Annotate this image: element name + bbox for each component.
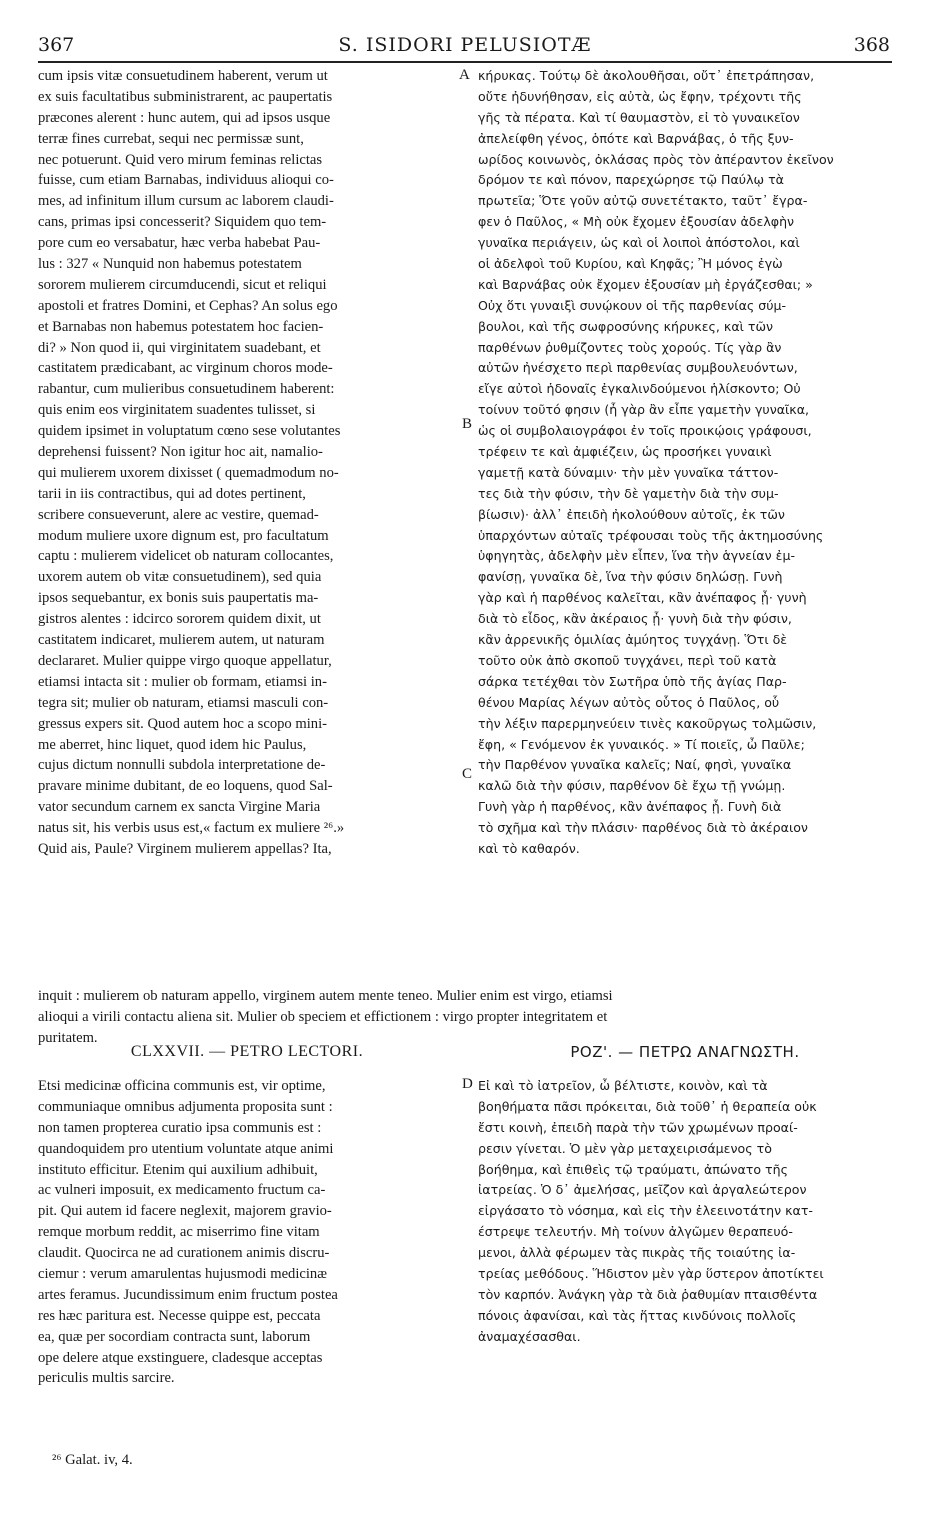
text-line: φανίσῃ, γυναῖκα δὲ, ἵνα τὴν φύσιν δηλώσῃ. Γυνὴ: [478, 569, 783, 585]
text-line: quis enim eos virginitatem suadentes tulisset, si: [38, 402, 316, 419]
text-line: terræ fines currebat, sequi nec permissæ sunt,: [38, 130, 304, 147]
text-line: κἂν ἀρρενικῆς ὁμιλίας ἀμύητος τυγχάνῃ. Ὅτι δὲ: [478, 632, 788, 648]
text-line: βοηθήματα πᾶσι πρόκειται, διὰ τοῦθ᾽ ἡ θεραπεία οὐκ: [478, 1098, 817, 1114]
greek-column-section2: [478, 1076, 892, 1348]
text-line: γυναῖκα περιάγειν, ὡς καὶ οἱ λοιποὶ ἀπόστολοι, καὶ: [478, 235, 800, 251]
text-line: μενοι, ἀλλὰ φέρωμεν τὰς πικρὰς τῆς τοιαύτης ἰα-: [478, 1245, 796, 1261]
text-line: me aberret, hinc liquet, quod idem hic Paulus,: [38, 736, 307, 753]
text-line: pit. Qui autem id facere neglexit, majorem gravio-: [38, 1203, 332, 1220]
text-line: tegra sit; mulier ob naturam, etiamsi masculi con-: [38, 694, 329, 711]
text-line: τὸν καρπόν. Ἀνάγκη γὰρ τὰ διὰ ῥαθυμίαν πταισθέντα: [478, 1286, 818, 1302]
text-line: τὴν λέξιν παρερμηνεύειν τινὲς κακοῦργως τολμῶσιν,: [478, 715, 817, 731]
text-line: καὶ Βαρνάβας οὐκ ἔχομεν ἐξουσίαν μὴ ἐργάζεσθαι; »: [478, 276, 813, 292]
text-line: έστρεψε τελευτήν. Μὴ τοίνυν ἀλγῶμεν θεραπευό-: [478, 1224, 793, 1240]
text-line: Οὐχ ὅτι γυναιξὶ συνῴκουν οἱ τῆς παρθενίας σύμ-: [478, 297, 787, 313]
text-line: scribere consueverunt, alere ac vestire, quemad-: [38, 506, 319, 523]
text-line: non tamen propterea curatio ipsa communis est :: [38, 1119, 322, 1136]
text-line: σάρκα τετέχθαι τὸν Σωτῆρα ὑπὸ τῆς ἁγίας Παρ-: [478, 673, 787, 689]
text-line: fuisse, cum etiam Barnabas, individuus alioqui co-: [38, 172, 334, 189]
text-line: ὑφηγητὰς, ἀδελφὴν μὲν εἶπεν, ἵνα τὴν ἁγνείαν ἐμ-: [478, 548, 796, 564]
text-line: ωρίδος κοινωνὸς, ὀκλάσας πρὸς τὸν ἀπέραντον ἐκεῖνον: [478, 151, 834, 167]
text-line: κήρυκας. Τούτῳ δὲ ἀκολουθῆσαι, οὔτ᾽ ἐπετράπησαν,: [478, 68, 815, 83]
text-line: γῆς τὰ πέρατα. Καὶ τί θαυμαστὸν, εἰ τὸ γυναικεῖον: [478, 109, 800, 125]
running-title: S. ISIDORI PELUSIOTÆ: [338, 34, 592, 56]
full-width-paragraph: [38, 986, 892, 1049]
text-line: οἱ ἀδελφοὶ τοῦ Κυρίου, καὶ Κηφᾶς; Ἢ μόνος ἐγὼ: [478, 256, 783, 272]
margin-marker-d: D: [462, 1076, 473, 1092]
text-line: θένου Μαρίας λέγων αὐτὸς οὗτος ὁ Παῦλος, οὗ: [478, 694, 780, 710]
text-line: εἴγε αὐτοὶ ἡδοναῖς ἐγκαλινδούμενοι ἡλίσκοντο; Οὐ: [478, 381, 801, 397]
margin-marker-a: A: [459, 67, 470, 83]
page-number-right: 368: [853, 34, 890, 56]
text-line: alioqui a virili contactu aliena sit. Mulier ob speciem et effictionem : virgo propter integritatem et: [38, 1008, 608, 1025]
text-line: τοίνυν τοῦτό φησιν (ἦ γὰρ ἂν εἶπε γαμετὴν γυναῖκα,: [478, 402, 810, 418]
text-line: ipsos sequebantur, ex bonis suis paupertatis ma-: [38, 590, 319, 607]
text-line: τὴν Παρθένον γυναῖκα καλεῖς; Ναί, φησὶ, γυναῖκα: [478, 757, 792, 773]
text-line: cans, primas ipsi concesserit? Siquidem quo tem-: [38, 214, 327, 231]
text-line: instituto efficitur. Etenim qui auxilium adhibuit,: [38, 1161, 318, 1178]
text-line: lus : 327 « Nunquid non habemus potestatem: [38, 256, 302, 273]
text-line: inquit : mulierem ob naturam appello, virginem autem mente teneo. Mulier enim est virgo, etiamsi: [38, 988, 613, 1004]
text-line: nec potuerunt. Quid vero mirum feminas relictas: [38, 151, 323, 168]
text-line: ope delere atque exstinguere, cladesque acceptas: [38, 1349, 323, 1366]
text-line: præcones alerent : hunc autem, qui ad ipsos usque: [38, 109, 331, 126]
text-line: uxorem autem ob vitæ consuetudinem), sed quia: [38, 569, 322, 586]
text-line: cum ipsis vitæ consuetudinem haberent, verum ut: [38, 68, 328, 84]
text-line: deprehensi fuissent? Non igitur hoc ait, namalio-: [38, 444, 323, 461]
text-line: ρεσιν γίνεται. Ὁ μὲν γὰρ μεταχειρισάμενος τὸ: [478, 1140, 772, 1156]
text-line: remque morbum reddit, ac miserrimo fine vitam: [38, 1224, 320, 1241]
latin-column-section1: [38, 66, 456, 860]
text-line: πρωτεῖα; Ὅτε γοῦν αὐτῷ συνετέτακτο, ταῦτ᾽ ἔγρα-: [478, 193, 808, 209]
text-line: captu : mulierem videlicet ob naturam collocantes,: [38, 548, 334, 565]
text-line: pravare minime dubitant, de eo loquens, quod Sal-: [38, 778, 333, 795]
text-line: modum muliere uxore dignum est, pro facultatum: [38, 527, 329, 544]
text-line: ἀναμαχέσασθαι.: [478, 1328, 581, 1344]
text-line: τὸ σχῆμα καὶ τὴν πλάσιν· παρθένος διὰ τὸ ἀκέραιον: [478, 820, 808, 836]
text-line: et Barnabas non habemus potestatem hoc facien-: [38, 318, 324, 335]
text-line: βίωσιν)· ἀλλ᾽ ἐπειδὴ ἠκολούθουν αὐτοῖς, ἐκ τῶν: [478, 506, 785, 522]
text-line: παρθένων ῥυθμίζοντες τοὺς χορούς. Τίς γὰρ ἂν: [478, 339, 782, 355]
text-line: δρόμον τε καὶ πόνον, παρεχώρησε τῷ Παύλῳ τὰ: [478, 172, 784, 188]
text-line: gistros alentes : idcirco sororem quidem dixit, ut: [38, 611, 321, 628]
text-line: periculis multis sarcire.: [38, 1370, 175, 1387]
header-rule: [38, 61, 892, 63]
text-line: καλῶ διὰ τὴν φύσιν, παρθένον δὲ ἔχω τῇ γνώμῃ.: [478, 778, 786, 794]
text-line: ἔστι κοινὴ, ἐπειδὴ παρὰ τὴν τῶν χρωμένων προαί-: [478, 1119, 798, 1135]
letter-heading-greek: ΡΟΖ'. — ΠΕΤΡΩ ΑΝΑΓΝΩΣΤΗ.: [570, 1043, 800, 1061]
text-line: ὑπαρχόντων αὐταῖς τρέφουσαι τοὺς τῆς ἀκτημοσύνης: [478, 527, 824, 543]
footnote: ²⁶ Galat. iv, 4.: [52, 1452, 133, 1468]
text-line: ex suis facultatibus subministrarent, ac paupertatis: [38, 88, 333, 105]
text-line: ἀπελείφθη γένος, ὁπότε καὶ Βαρνάβας, ὁ τῆς ξυν-: [478, 130, 794, 146]
text-line: quandoquidem pro utentium voluntate atque animi: [38, 1140, 334, 1157]
text-line: γὰρ καὶ ἡ παρθένος καλεῖται, κἂν ἀνέπαφος ᾖ· γυνὴ: [478, 590, 807, 606]
text-line: οὔτε ἠδυνήθησαν, εἰς αὐτὰ, ὡς ἔφην, τρέχοντι τῆς: [478, 88, 802, 104]
text-line: τρείας μεθόδους. Ἥδιστον μὲν γὰρ ὕστερον ἀποτίκτει: [478, 1266, 824, 1282]
text-line: rabantur, cum mulieribus consuetudinem haberent:: [38, 381, 335, 398]
margin-marker-c: C: [462, 766, 473, 782]
text-line: declararet. Mulier quippe virgo quoque appellatur,: [38, 652, 332, 669]
text-line: di? » Non quod ii, qui virginitatem suadebant, et: [38, 339, 321, 356]
text-line: res hæc paritura est. Necesse quippe est, peccata: [38, 1307, 321, 1324]
text-line: βουλοι, καὶ τῆς σωφροσύνης κήρυκες, καὶ τῶν: [478, 318, 774, 334]
text-line: ἰατρείας. Ὁ δ᾽ ἀμελήσας, μεῖζον καὶ ἀργαλεώτερον: [478, 1182, 807, 1198]
text-line: sororem mulierem circumducendi, sicut et reliqui: [38, 276, 327, 293]
text-line: ea, quæ per socordiam contracta sunt, laborum: [38, 1328, 311, 1345]
text-line: ac vulneri imposuit, ex medicamento fructum ca-: [38, 1182, 326, 1199]
greek-column-section1: [478, 66, 892, 860]
text-line: εἰργάσατο τὸ νόσημα, καὶ εἰς τὴν ἐλεεινοτάτην κατ-: [478, 1203, 813, 1219]
text-line: quidem ipsimet in voluptatum cœno sese volutantes: [38, 423, 341, 440]
text-line: αὐτῶν ἠνέσχετο περὶ παρθενίας συμβουλευόντων,: [478, 360, 798, 376]
text-line: vator secundum carnem ex sancta Virgine Maria: [38, 799, 321, 816]
text-line: artes feramus. Jucundissimum enim fructum postea: [38, 1286, 338, 1303]
text-line: natus sit, his verbis usus est,« factum ex muliere ²⁶.»: [38, 820, 345, 837]
text-line: mes, ad infinitum illum cursum ac laborem claudi-: [38, 193, 334, 210]
text-line: castitatem prædicabant, ac virginum choros mode-: [38, 360, 333, 377]
text-line: cujus dictum nonnulli subdola interpretatione de-: [38, 757, 326, 774]
text-line: etiamsi intacta sit : mulier ob formam, etiamsi in-: [38, 673, 327, 690]
text-line: ὡς οἱ συμβολαιογράφοι ἐν τοῖς προικῴοις γράφουσι,: [478, 423, 812, 439]
text-line: castitatem indicaret, mulierem autem, ut naturam: [38, 632, 325, 649]
text-line: διὰ τὸ εἶδος, κἂν ἀκέραιος ᾖ· γυνὴ διὰ τὴν φύσιν,: [478, 611, 792, 627]
text-line: ciemur : verum amarulentas hujusmodi medicinæ: [38, 1266, 327, 1283]
text-line: pore cum eo versabatur, hæc verba habebat Pau-: [38, 235, 321, 252]
letter-heading-latin: CLXXVII. — PETRO LECTORI.: [130, 1043, 364, 1060]
text-line: tarii in iis contractibus, qui ad dotes pertinent,: [38, 485, 306, 502]
text-line: ἔφη, « Γενόμενον ἐκ γυναικός. » Τί ποιεῖς, ὦ Παῦλε;: [478, 736, 805, 752]
text-line: puritatem.: [38, 1029, 98, 1046]
text-line: Quid ais, Paule? Virginem mulierem appellas? Ita,: [38, 840, 332, 857]
text-line: τρέφειν τε καὶ ἀμφιέζειν, ὡς προσήκει γυναικὶ: [478, 444, 772, 460]
text-line: qui mulierem uxorem dixisset ( quemadmodum no-: [38, 464, 339, 481]
text-line: Γυνὴ γὰρ ἡ παρθένος, κἂν ἀνέπαφος ᾖ. Γυνὴ διὰ: [478, 799, 782, 815]
text-line: Etsi medicinæ officina communis est, vir optime,: [38, 1078, 326, 1094]
text-line: γαμετῇ κατὰ δύναμιν· τὴν μὲν γυναῖκα τάττον-: [478, 464, 779, 480]
text-line: πόνοις ἀφανίσαι, καὶ τὰς ἥττας κινδύνοις πολλοῖς: [478, 1307, 797, 1323]
text-line: βοήθημα, καὶ ἐπιθεὶς τῷ τραύματι, ἀπώνατο τῆς: [478, 1161, 789, 1177]
text-line: καὶ τὸ καθαρόν.: [478, 840, 580, 856]
latin-column-section2: [38, 1076, 456, 1389]
text-line: claudit. Quocirca ne ad curationem animis discru-: [38, 1245, 330, 1262]
text-line: τοῦτο οὐκ ἀπὸ σκοποῦ τυγχάνει, περὶ τοῦ κατὰ: [478, 652, 777, 668]
text-line: communiaque omnibus adjumenta proposita sunt :: [38, 1098, 333, 1115]
text-line: Εἰ καὶ τὸ ἰατρεῖον, ὦ βέλτιστε, κοινὸν, καὶ τὰ: [478, 1078, 768, 1093]
text-line: gressus expers sit. Quod autem hoc a scopo mini-: [38, 715, 327, 732]
page-number-left: 367: [38, 34, 75, 56]
text-line: τες διὰ τὴν φύσιν, τὴν δὲ γαμετὴν διὰ τὴν συμ-: [478, 485, 779, 501]
margin-marker-b: B: [462, 416, 473, 432]
text-line: apostoli et fratres Domini, et Cephas? An solus ego: [38, 297, 338, 314]
text-line: φεν ὁ Παῦλος, « Μὴ οὐκ ἔχομεν ἐξουσίαν ἀδελφὴν: [478, 214, 795, 230]
